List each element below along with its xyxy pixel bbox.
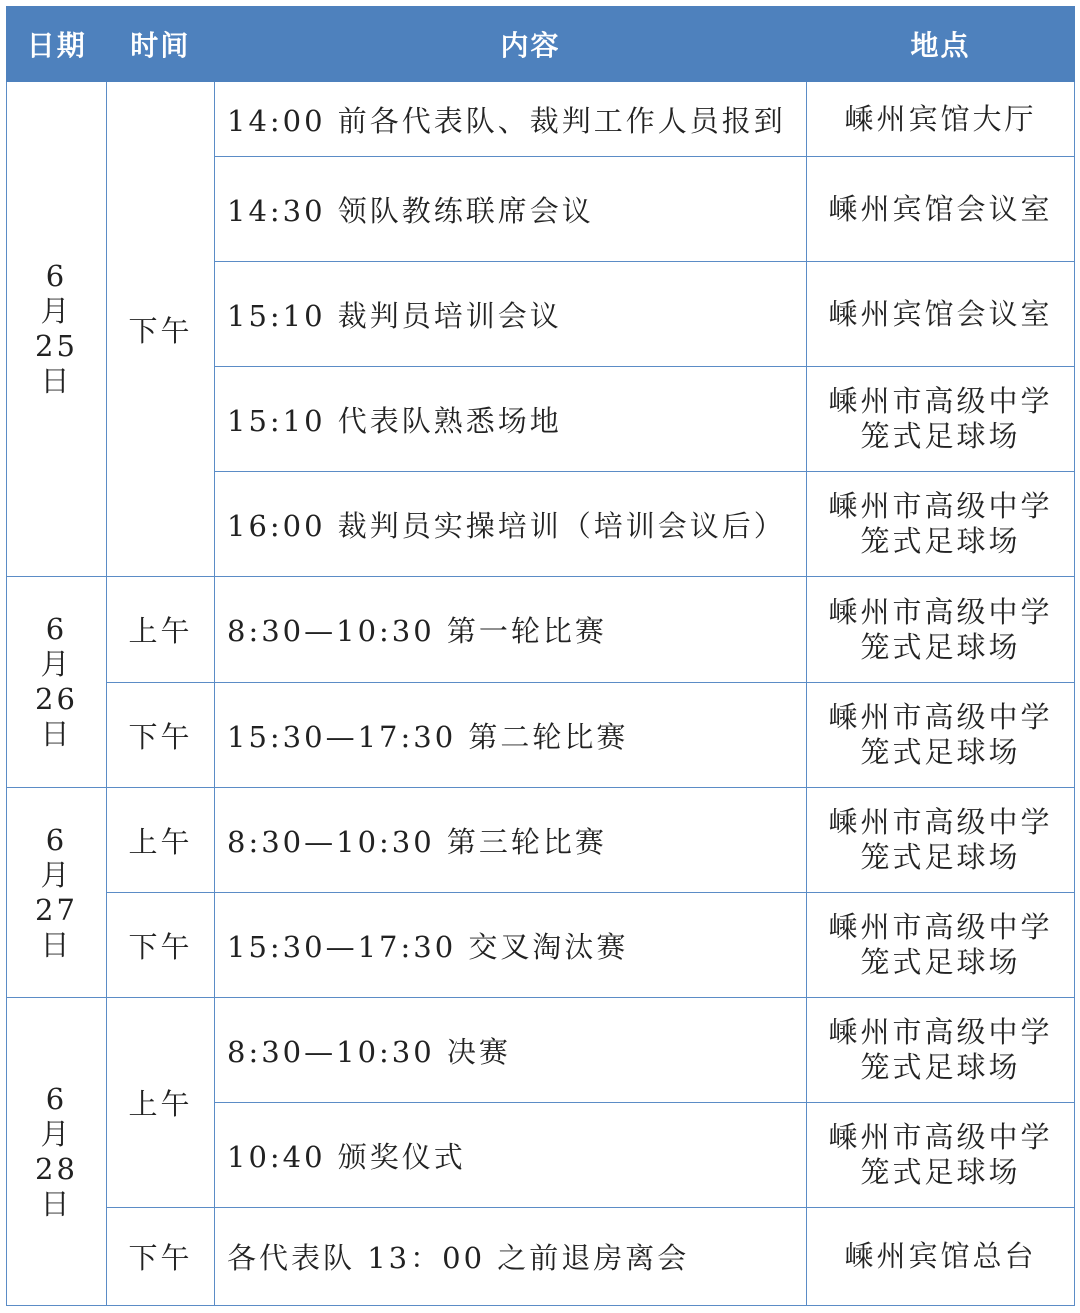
content-cell: 16:00 裁判员实操培训（培训会议后） xyxy=(215,472,807,577)
place-cell: 嵊州市高级中学 笼式足球场 xyxy=(807,577,1075,683)
header-content: 内容 xyxy=(215,7,807,82)
place-cell: 嵊州市高级中学 笼式足球场 xyxy=(807,472,1075,577)
place-cell: 嵊州市高级中学 笼式足球场 xyxy=(807,998,1075,1103)
schedule-body xyxy=(7,82,1075,1306)
content-cell: 各代表队 13：00 之前退房离会 xyxy=(215,1208,807,1306)
table-row xyxy=(7,788,1075,893)
schedule-table xyxy=(6,6,1075,1306)
time-cell: 下午 xyxy=(107,893,215,998)
content-cell: 8:30—10:30 决赛 xyxy=(215,998,807,1103)
date-cell: 6 月 25 日 xyxy=(7,82,107,577)
table-row xyxy=(7,577,1075,683)
place-cell: 嵊州宾馆大厅 xyxy=(807,82,1075,157)
table-row xyxy=(7,893,1075,998)
header-place: 地点 xyxy=(807,7,1075,82)
time-cell: 上午 xyxy=(107,788,215,893)
content-cell: 8:30—10:30 第三轮比赛 xyxy=(215,788,807,893)
place-cell: 嵊州宾馆总台 xyxy=(807,1208,1075,1306)
header-date-time xyxy=(7,7,215,82)
header-row xyxy=(7,7,1075,82)
content-cell: 15:30—17:30 交叉淘汰赛 xyxy=(215,893,807,998)
time-cell: 下午 xyxy=(107,1208,215,1306)
place-cell: 嵊州市高级中学 笼式足球场 xyxy=(807,683,1075,788)
content-cell: 8:30—10:30 第一轮比赛 xyxy=(215,577,807,683)
header-date: 日期 xyxy=(26,29,87,62)
time-cell: 上午 xyxy=(107,577,215,683)
date-cell: 6 月 26 日 xyxy=(7,577,107,788)
content-cell: 14:00 前各代表队、裁判工作人员报到 xyxy=(215,82,807,157)
table-row xyxy=(7,82,1075,157)
content-cell: 10:40 颁奖仪式 xyxy=(215,1103,807,1208)
schedule-wrapper xyxy=(6,6,1074,1306)
time-cell: 下午 xyxy=(107,82,215,577)
table-row xyxy=(7,683,1075,788)
time-cell: 上午 xyxy=(107,998,215,1208)
date-cell: 6 月 28 日 xyxy=(7,998,107,1306)
time-cell: 下午 xyxy=(107,683,215,788)
place-cell: 嵊州宾馆会议室 xyxy=(807,157,1075,262)
table-row xyxy=(7,998,1075,1103)
place-cell: 嵊州市高级中学 笼式足球场 xyxy=(807,788,1075,893)
place-cell: 嵊州市高级中学 笼式足球场 xyxy=(807,1103,1075,1208)
place-cell: 嵊州市高级中学 笼式足球场 xyxy=(807,893,1075,998)
place-cell: 嵊州市高级中学 笼式足球场 xyxy=(807,367,1075,472)
content-cell: 15:30—17:30 第二轮比赛 xyxy=(215,683,807,788)
content-cell: 14:30 领队教练联席会议 xyxy=(215,157,807,262)
content-cell: 15:10 裁判员培训会议 xyxy=(215,262,807,367)
header-time: 时间 xyxy=(130,29,191,62)
content-cell: 15:10 代表队熟悉场地 xyxy=(215,367,807,472)
place-cell: 嵊州宾馆会议室 xyxy=(807,262,1075,367)
date-cell: 6 月 27 日 xyxy=(7,788,107,998)
table-row xyxy=(7,1208,1075,1306)
